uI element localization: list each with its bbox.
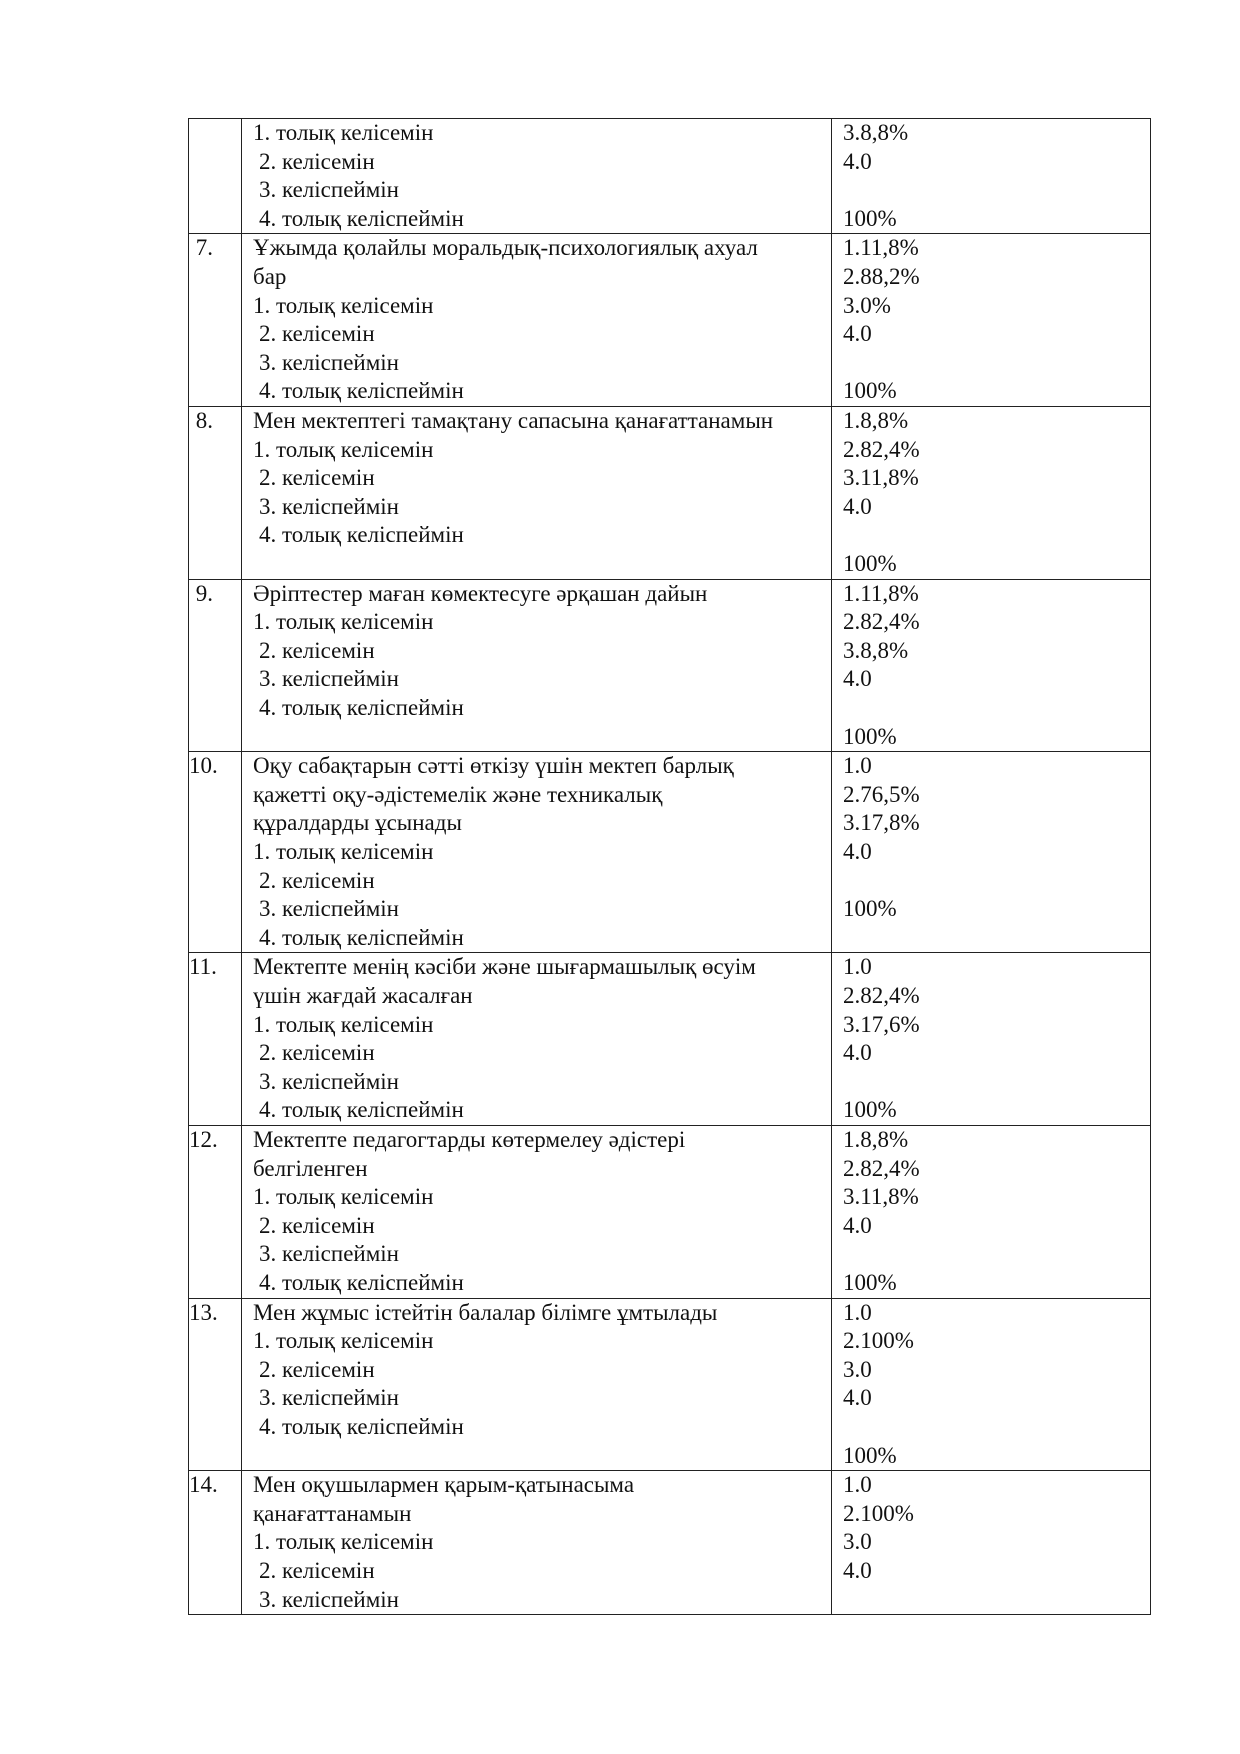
result-value: 4.0 [843, 1040, 872, 1066]
answer-option: 3. келіспеймін [259, 1241, 399, 1267]
result-cell [832, 1298, 1151, 1471]
answer-option: 3. келіспеймін [259, 1586, 399, 1612]
answer-option: 1. толық келісемін [253, 436, 434, 462]
answer-option: 4. толық келіспеймін [259, 205, 464, 231]
result-value: 2.82,4% [843, 982, 920, 1008]
result-cell [832, 234, 1151, 407]
table-row [189, 1298, 1151, 1471]
question-text: бар [253, 263, 287, 289]
table-row [189, 1471, 1151, 1615]
result-value: 3.17,6% [843, 1011, 920, 1037]
answer-option: 1. толық келісемін [253, 292, 434, 318]
result-value: 3.11,8% [843, 1184, 919, 1210]
result-value: 1.11,8% [843, 235, 919, 261]
answer-option: 1. толық келісемін [253, 1529, 434, 1555]
item-number-label: 10. [189, 753, 218, 779]
item-number-label: 7. [195, 235, 213, 261]
result-value: 100% [843, 896, 897, 922]
result-value [843, 1068, 1150, 1097]
item-number [189, 752, 242, 953]
question-text: қажетті оқу-әдістемелік және техникалық [253, 781, 663, 807]
item-number-label: 11. [189, 954, 217, 980]
result-value: 100% [843, 1097, 897, 1123]
question-text: Әріптестер маған көмектесуге әрқашан дайын [253, 580, 708, 606]
result-value: 3.0% [843, 292, 891, 318]
question-text: Оқу сабақтарын сәтті өткізу үшін мектеп барлық [253, 753, 734, 779]
answer-option: 4. толық келіспеймін [259, 1269, 464, 1295]
result-value: 2.88,2% [843, 263, 920, 289]
result-value: 100% [843, 1269, 897, 1295]
result-value: 3.0 [843, 1356, 872, 1382]
result-value: 4.0 [843, 666, 872, 692]
answer-option: 4. толық келіспеймін [259, 1097, 464, 1123]
question-cell [242, 234, 832, 407]
result-value [843, 176, 1150, 205]
result-value [843, 694, 1150, 723]
table-row [189, 579, 1151, 752]
result-cell [832, 579, 1151, 752]
table-row [189, 752, 1151, 953]
table-row [189, 953, 1151, 1126]
result-value [843, 1413, 1150, 1442]
result-value: 100% [843, 1442, 897, 1468]
question-text: Мектепте менің кәсіби және шығармашылық өсуім [253, 954, 756, 980]
answer-option: 3. келіспеймін [259, 349, 399, 375]
result-value: 4.0 [843, 493, 872, 519]
result-value [843, 349, 1150, 378]
result-cell [832, 1125, 1151, 1298]
result-value: 2.82,4% [843, 436, 920, 462]
answer-option: 4. толық келіспеймін [259, 522, 464, 548]
result-cell [832, 752, 1151, 953]
answer-option: 2. келісемін [259, 867, 375, 893]
result-value: 3.17,8% [843, 810, 920, 836]
item-number-label: 12. [189, 1126, 218, 1152]
result-cell [832, 406, 1151, 579]
result-value: 4.0 [843, 148, 872, 174]
result-value: 1.0 [843, 954, 872, 980]
result-value: 100% [843, 723, 897, 749]
result-value: 3.8,8% [843, 120, 909, 145]
item-number [189, 119, 242, 234]
answer-option: 2. келісемін [259, 148, 375, 174]
result-value: 100% [843, 205, 897, 231]
answer-option: 3. келіспеймін [259, 177, 399, 203]
item-number [189, 579, 242, 752]
answer-option: 2. келісемін [259, 1356, 375, 1382]
result-value: 1.0 [843, 1299, 872, 1325]
result-value: 2.100% [843, 1328, 914, 1354]
answer-option: 3. келіспеймін [259, 666, 399, 692]
answer-option: 3. келіспеймін [259, 1068, 399, 1094]
table-row [189, 1125, 1151, 1298]
result-value: 1.8,8% [843, 1126, 909, 1152]
result-value: 1.8,8% [843, 407, 909, 433]
table-row [189, 234, 1151, 407]
question-text: үшін жағдай жасалған [253, 982, 473, 1008]
result-value: 4.0 [843, 1385, 872, 1411]
item-number-label: 8. [195, 407, 213, 433]
answer-option: 2. келісемін [259, 1557, 375, 1583]
result-value: 100% [843, 378, 897, 404]
result-cell [832, 1471, 1151, 1615]
answer-option: 4. толық келіспеймін [259, 694, 464, 720]
item-number [189, 406, 242, 579]
question-cell [242, 1298, 832, 1471]
answer-option: 2. келісемін [259, 321, 375, 347]
result-value [843, 1240, 1150, 1269]
answer-option: 1. толық келісемін [253, 838, 434, 864]
answer-option: 4. толық келіспеймін [259, 378, 464, 404]
answer-option: 2. келісемін [259, 637, 375, 663]
question-text: қанағаттанамын [253, 1500, 412, 1526]
answer-option: 3. келіспеймін [259, 493, 399, 519]
answer-option: 2. келісемін [259, 1212, 375, 1238]
question-text: Мектепте педагогтарды көтермелеу әдістері [253, 1126, 686, 1152]
question-cell [242, 406, 832, 579]
answer-option: 1. толық келісемін [253, 1011, 434, 1037]
result-value: 2.82,4% [843, 1155, 920, 1181]
survey-results-table [188, 118, 1151, 1615]
item-number [189, 1471, 242, 1615]
answer-option: 2. келісемін [259, 1040, 375, 1066]
result-value: 1.0 [843, 753, 872, 779]
item-number-label: 13. [189, 1299, 218, 1325]
result-value: 1.11,8% [843, 580, 919, 606]
answer-option: 1. толық келісемін [253, 609, 434, 635]
result-cell [832, 953, 1151, 1126]
item-number-label: 14. [189, 1472, 218, 1498]
survey-table-body [189, 119, 1151, 1615]
question-cell [242, 1471, 832, 1615]
result-cell [832, 119, 1151, 234]
result-value: 3.8,8% [843, 637, 909, 663]
table-row [189, 406, 1151, 579]
item-number-label [189, 119, 213, 148]
question-text: Мен жұмыс істейтін балалар білімге ұмтылады [253, 1299, 718, 1325]
question-text: Мен оқушылармен қарым-қатынасыма [253, 1472, 635, 1498]
result-value: 2.82,4% [843, 609, 920, 635]
item-number [189, 1298, 242, 1471]
item-number [189, 234, 242, 407]
result-value: 4.0 [843, 321, 872, 347]
result-value: 1.0 [843, 1472, 872, 1498]
question-cell [242, 752, 832, 953]
question-cell [242, 119, 832, 234]
question-cell [242, 1125, 832, 1298]
question-cell [242, 953, 832, 1126]
answer-option: 3. келіспеймін [259, 896, 399, 922]
answer-option: 1. толық келісемін [253, 1328, 434, 1354]
answer-option: 1. толық келісемін [253, 1184, 434, 1210]
result-value: 3.11,8% [843, 465, 919, 491]
answer-option: 1. толық келісемін [253, 120, 434, 145]
item-number [189, 1125, 242, 1298]
answer-option: 4. толық келіспеймін [259, 924, 464, 950]
result-value [843, 521, 1150, 550]
answer-option: 2. келісемін [259, 465, 375, 491]
question-text: белгіленген [253, 1155, 368, 1181]
table-row [189, 119, 1151, 234]
answer-option: 3. келіспеймін [259, 1385, 399, 1411]
result-value: 3.0 [843, 1529, 872, 1555]
question-text: құралдарды ұсынады [253, 810, 462, 836]
result-value: 100% [843, 550, 897, 576]
question-cell [242, 579, 832, 752]
item-number-label: 9. [195, 580, 213, 606]
answer-option: 4. толық келіспеймін [259, 1413, 464, 1439]
item-number [189, 953, 242, 1126]
question-text: Мен мектептегі тамақтану сапасына қанағаттанамын [253, 407, 774, 433]
result-value: 2.100% [843, 1500, 914, 1526]
question-text: Ұжымда қолайлы моральдық-психологиялық ахуал [253, 235, 758, 261]
result-value: 4.0 [843, 1557, 872, 1583]
result-value: 4.0 [843, 838, 872, 864]
result-value: 2.76,5% [843, 781, 920, 807]
result-value [843, 867, 1150, 896]
result-value: 4.0 [843, 1212, 872, 1238]
